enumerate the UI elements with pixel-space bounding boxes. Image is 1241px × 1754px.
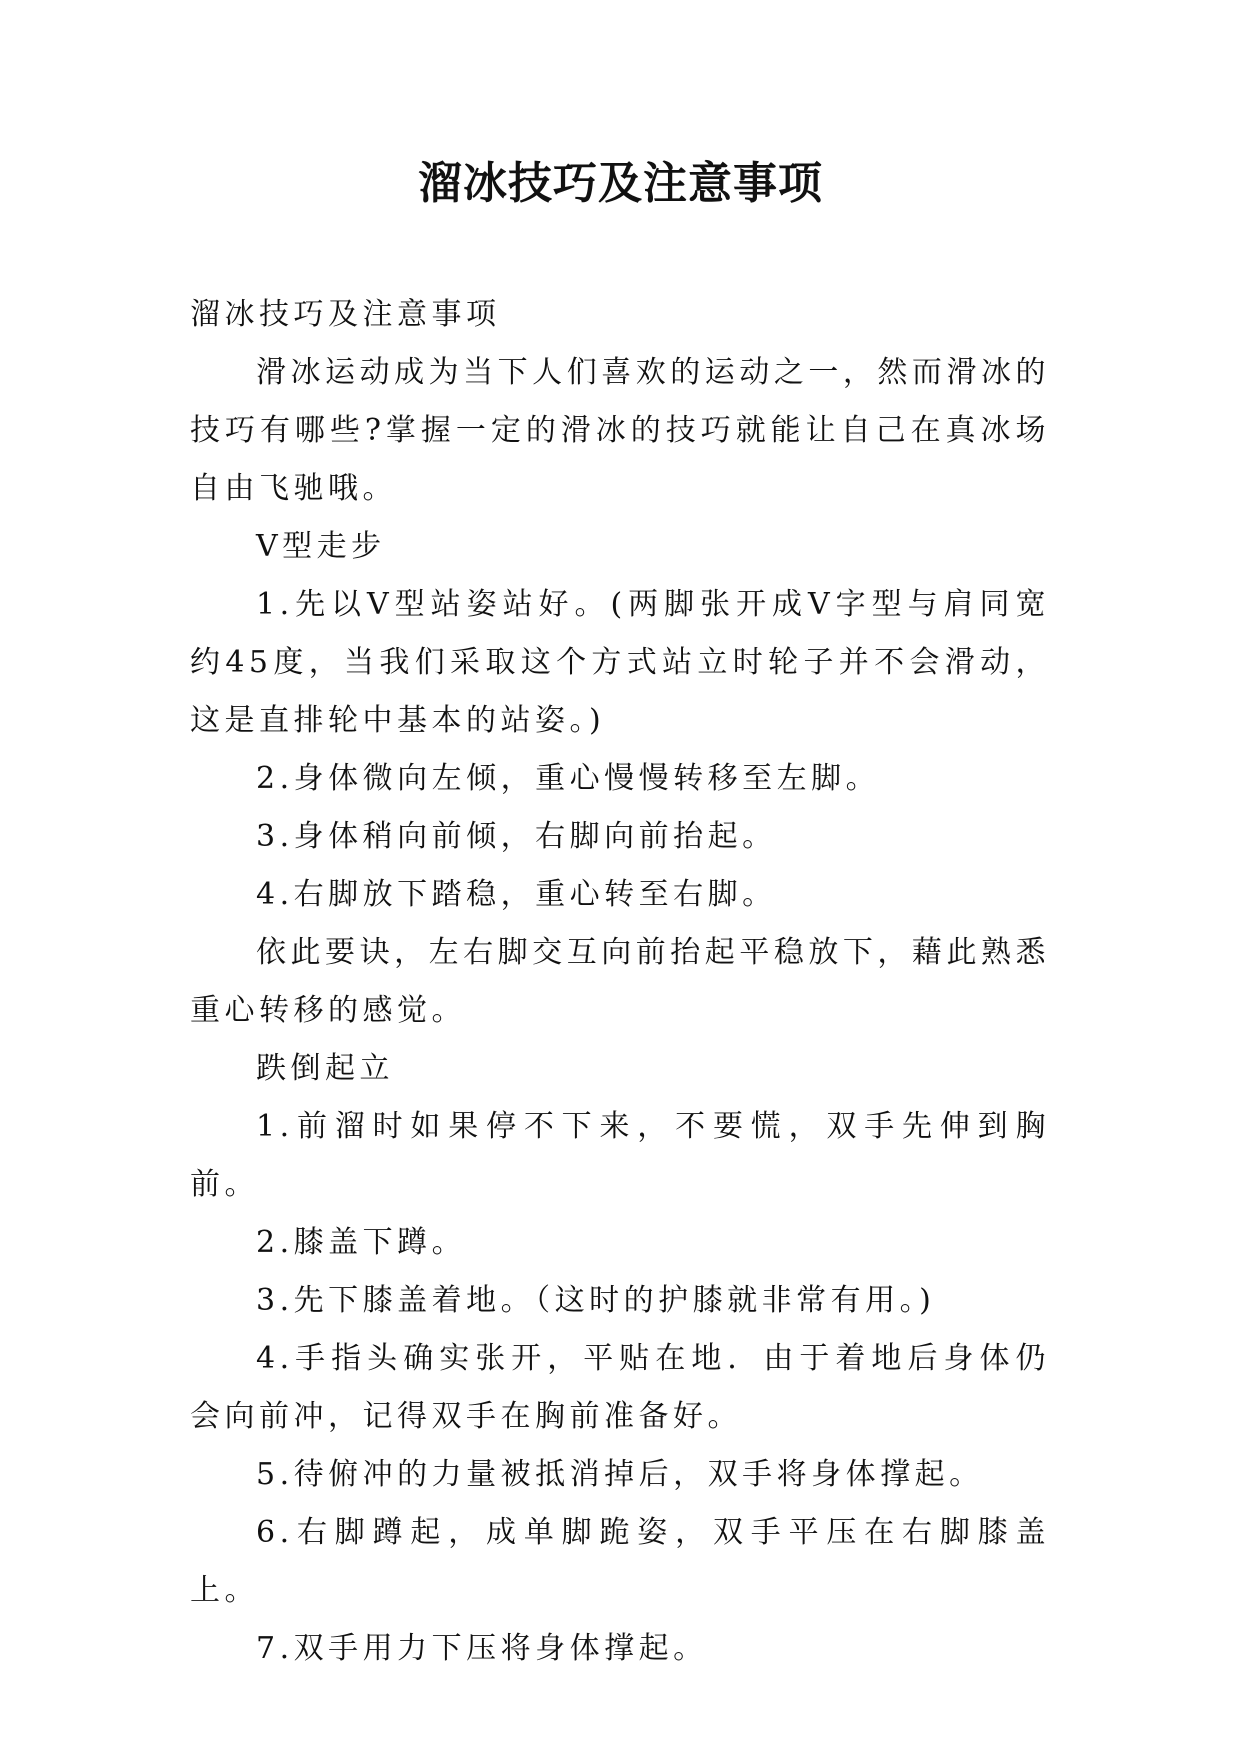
- section-heading: 跌倒起立: [256, 1051, 394, 1086]
- paragraph: 滑冰运动成为当下人们喜欢的运动之一，然而滑冰的技巧有哪些?掌握一定的滑冰的技巧就能让自己在真冰场自由飞驰哦。: [190, 355, 1050, 506]
- list-item: 3.身体稍向前倾，右脚向前抬起。: [256, 819, 777, 854]
- list-item: 2.膝盖下蹲。: [256, 1225, 467, 1260]
- section-heading: V型走步: [256, 529, 386, 564]
- paragraph: 溜冰技巧及注意事项: [190, 297, 501, 332]
- document-body: [190, 286, 1050, 1678]
- list-item: 1.先以V型站姿站好。(两脚张开成V字型与肩同宽约45度，当我们采取这个方式站立时轮子并不会滑动，这是直排轮中基本的站姿。): [190, 587, 1050, 738]
- list-item: 7.双手用力下压将身体撑起。: [256, 1631, 708, 1666]
- list-item: 2.身体微向左倾，重心慢慢转移至左脚。: [256, 761, 881, 796]
- list-item: 4.右脚放下踏稳，重心转至右脚。: [256, 877, 777, 912]
- list-item: 1.前溜时如果停不下来，不要慌，双手先伸到胸前。: [190, 1109, 1050, 1202]
- list-item: 3.先下膝盖着地。（这时的护膝就非常有用。): [256, 1283, 936, 1318]
- document-title: 溜冰技巧及注意事项: [418, 158, 823, 209]
- paragraph: 依此要诀，左右脚交互向前抬起平稳放下，藉此熟悉重心转移的感觉。: [190, 935, 1050, 1028]
- list-item: 5.待俯冲的力量被抵消掉后，双手将身体撑起。: [256, 1457, 984, 1492]
- list-item: 6.右脚蹲起，成单脚跪姿，双手平压在右脚膝盖上。: [190, 1515, 1050, 1608]
- list-item: 4.手指头确实张开，平贴在地．由于着地后身体仍会向前冲，记得双手在胸前准备好。: [190, 1341, 1050, 1434]
